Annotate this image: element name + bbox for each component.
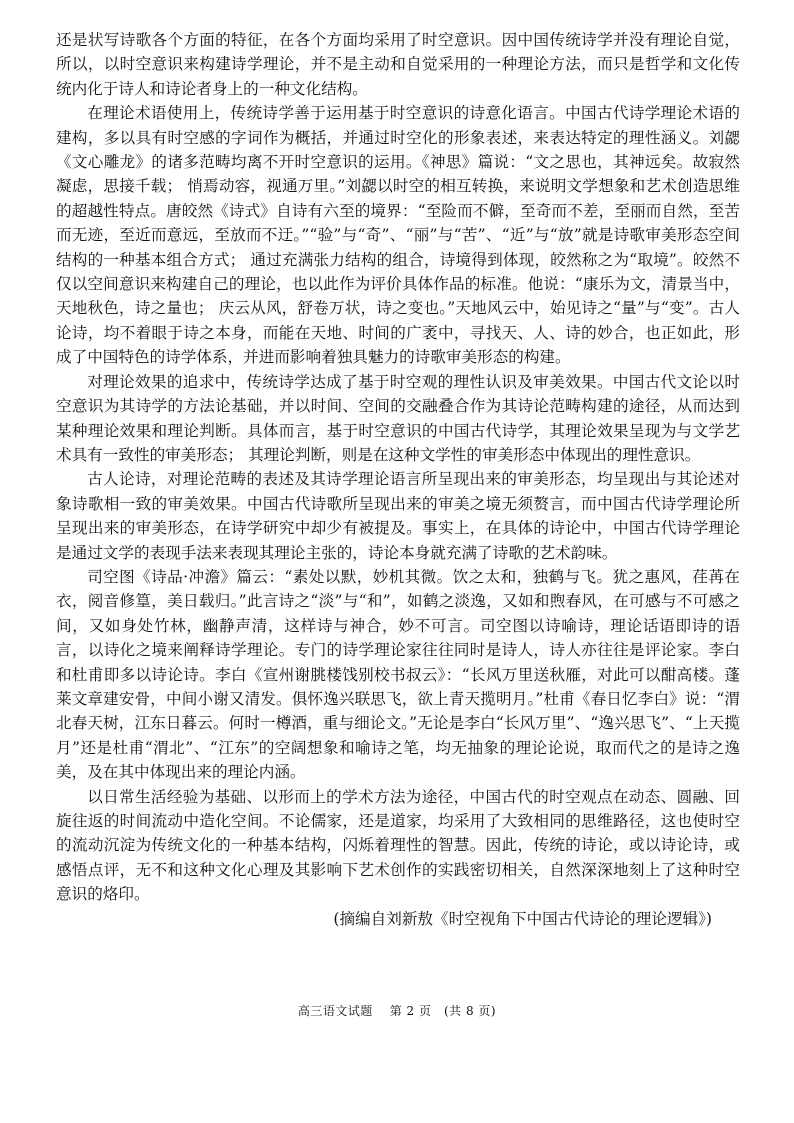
source-citation: (摘编自刘新敖《时空视角下中国古代诗论的理论逻辑》) [333, 909, 712, 928]
paragraph-4: 古人论诗，对理论范畴的表述及其诗学理论语言所呈现出来的审美形态，均呈现出与其论述对象诗歌相一致的审美效果。中国古代诗歌所呈现出来的审美之境无须赘言，而中国古代诗学理论所呈现出来的审美形态，在诗学研究中却少有被提及。事实上，在具体的诗论中，中国古代诗学理论是通过文学的表现手法来表现其理论主张的，诗论本身就充满了诗歌的艺术韵味。 [56, 470, 740, 562]
article-body [56, 28, 740, 931]
paragraph-5: 司空图《诗品·冲澹》篇云：“素处以默，妙机其微。饮之太和，独鹤与飞。犹之惠风，荏苒在衣，阅音修篁，美日载归。”此言诗之“淡”与“和”，如鹤之淡逸，又如和煦春风，在可感与不可感之间，又如身处竹林，幽静声清，这样诗与神合，妙不可言。司空图以诗喻诗，理论话语即诗的语言，以诗化之境来阐释诗学理论。专门的诗学理论家往往同时是诗人，诗人亦往往是评论家。李白和杜甫即多以诗论诗。李白《宣州谢朓楼饯别校书叔云》：“长风万里送秋雁，对此可以酣高楼。蓬莱文章建安骨，中间小谢又清发。俱怀逸兴联思飞，欲上青天揽明月。”杜甫《春日忆李白》说：“渭北春天树，江东日暮云。何时一樽酒，重与细论文。”无论是李白“长风万里”、“逸兴思飞”、“上天揽月”还是杜甫“渭北”、“江东”的空阔想象和喻诗之笔，均无抽象的理论论说，取而代之的是诗之逸美，及在其中体现出来的理论内涵。 [56, 567, 740, 782]
paragraph-1: 还是状写诗歌各个方面的特征，在各个方面均采用了时空意识。因中国传统诗学并没有理论自觉，所以，以时空意识来构建诗学理论，并不是主动和自觉采用的一种理论方法，而只是哲学和文化传统内化于诗人和诗论者身上的一种文化结构。 [56, 31, 740, 98]
page-footer: 高三语文试题 第 2 页 (共 8 页) [297, 1004, 497, 1018]
paragraph-2: 在理论术语使用上，传统诗学善于运用基于时空意识的诗意化语言。中国古代诗学理论术语的建构，多以具有时空感的字词作为概括，并通过时空化的形象表述，来表达特定的理性涵义。刘勰《文心雕龙》的诸多范畴均离不开时空意识的运用。《神思》篇说：“文之思也，其神远矣。故寂然凝虑，思接千载； 悄焉动容，视通万里。”刘勰以时空的相互转换，来说明文学想象和艺术创造思维的超越性特点。唐皎然《诗式》自诗有六至的境界：“至险而不僻，至奇而不差，至丽而自然，至苦而无迹，至近而意远，至放而不迂。”“验”与“奇”、“丽”与“苦”、“近”与“放”就是诗歌审美形态空间结构的一种基本组合方式； 通过充满张力结构的组合，诗境得到体现，皎然称之为“取境”。皎然不仅以空间意识来构建自己的理论，也以此作为评价具体作品的标准。他说：“康乐为文，清景当中，天地秋色，诗之量也； 庆云从风，舒卷万状，诗之变也。”天地风云中，始见诗之“量”与“变”。古人论诗，均不着眼于诗之本身，而能在天地、时间的广袤中，寻找天、人、诗的妙合，也正如此，形成了中国特色的诗学体系，并进而影响着独具魅力的诗歌审美形态的构建。 [56, 104, 740, 367]
paragraph-6: 以日常生活经验为基础、以形而上的学术方法为途径，中国古代的时空观点在动态、圆融、回旋往返的时间流动中造化空间。不论儒家，还是道家，均采用了大致相同的思维路径，这也使时空的流动沉淀为传统文化的一种基本结构，闪烁着理性的智慧。因此，传统的诗论，或以诗论诗，或感悟点评，无不和这种文化心理及其影响下艺术创作的实践密切相关，自然深深地刻上了这种时空意识的烙印。 [56, 787, 740, 904]
paragraph-3: 对理论效果的追求中，传统诗学达成了基于时空观的理性认识及审美效果。中国古代文论以时空意识为其诗学的方法论基础，并以时间、空间的交融叠合作为其诗论范畴构建的途径，从而达到某种理论效果和理论判断。具体而言，基于时空意识的中国古代诗学，其理论效果呈现为与文学艺术具有一致性的审美形态； 其理论判断，则是在这种文学性的审美形态中体现出的理性意识。 [56, 372, 740, 464]
